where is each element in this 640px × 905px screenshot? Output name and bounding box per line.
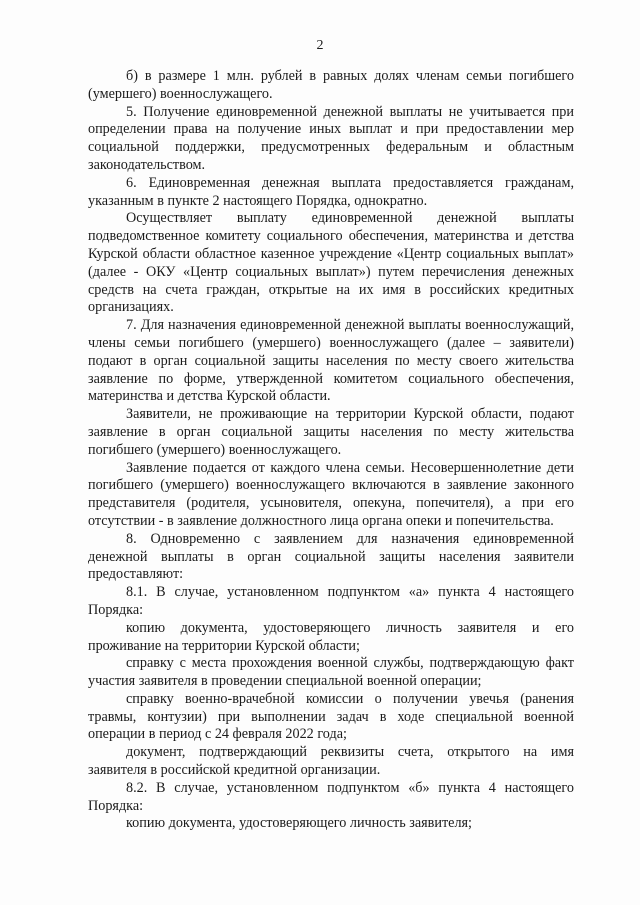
paragraph: справку военно-врачебной комиссии о получении увечья (ранения травмы, контузии) при выполнении задач в ходе специальной военной операции в период с 24 февраля 2022 года; (88, 690, 574, 743)
document-body (88, 68, 574, 833)
paragraph: 8.1. В случае, установленном подпунктом «а» пункта 4 настоящего Порядка: (88, 584, 574, 618)
paragraph: 7. Для назначения единовременной денежной выплаты военнослужащий, члены семьи погибшего (умершего) военнослужащего (далее – заявители) подают в орган социальной защиты населения по месту своего жительства заявление по форме, утвержденной комитетом социального обеспечения, материнства и детства Курской области. (88, 317, 574, 405)
paragraph: 5. Получение единовременной денежной выплаты не учитывается при определении права на получение иных выплат и при предоставлении мер социальной поддержки, предусмотренных федеральным и областным законодательством. (88, 103, 574, 173)
paragraph: Осуществляет выплату единовременной денежной выплаты подведомственное комитету социального обеспечения, материнства и детства Курской области областное казенное учреждение «Центр социальных выплат» (далее - ОКУ «Центр социальных выплат») путем перечисления денежных средств на счета граждан, открытые на их имя в российских кредитных организациях. (88, 210, 574, 316)
paragraph: 6. Единовременная денежная выплата предоставляется гражданам, указанным в пункте 2 настоящего Порядка, однократно. (88, 174, 574, 209)
paragraph: копию документа, удостоверяющего личность заявителя и его проживание на территории Курской области; (88, 619, 574, 654)
paragraph: справку с места прохождения военной службы, подтверждающую факт участия заявителя в проведении специальной военной операции; (88, 655, 574, 690)
paragraph: Заявление подается от каждого члена семьи. Несовершеннолетние дети погибшего (умершего) военнослужащего включаются в заявление законного представителя (родителя, усыновителя, опекуна, попечителя), а при его отсутствии - в заявление должностного лица органа опеки и попечительства. (88, 459, 574, 529)
paragraph: 8. Одновременно с заявлением для назначения единовременной денежной выплаты в орган социальной защиты населения заявители предоставляют: (88, 530, 574, 583)
paragraph: копию документа, удостоверяющего личность заявителя; (126, 815, 472, 832)
paragraph: документ, подтверждающий реквизиты счета, открытого на имя заявителя в российской кредитной организации. (88, 744, 574, 779)
paragraph: Заявители, не проживающие на территории Курской области, подают заявление в орган социальной защиты населения по месту жительства погибшего (умершего) военнослужащего. (88, 406, 574, 458)
page-number: 2 (316, 38, 324, 53)
paragraph: 8.2. В случае, установленном подпунктом «б» пункта 4 настоящего Порядка: (88, 779, 574, 814)
paragraph: б) в размере 1 млн. рублей в равных долях членам семьи погибшего (умершего) военнослужащего. (88, 68, 574, 102)
